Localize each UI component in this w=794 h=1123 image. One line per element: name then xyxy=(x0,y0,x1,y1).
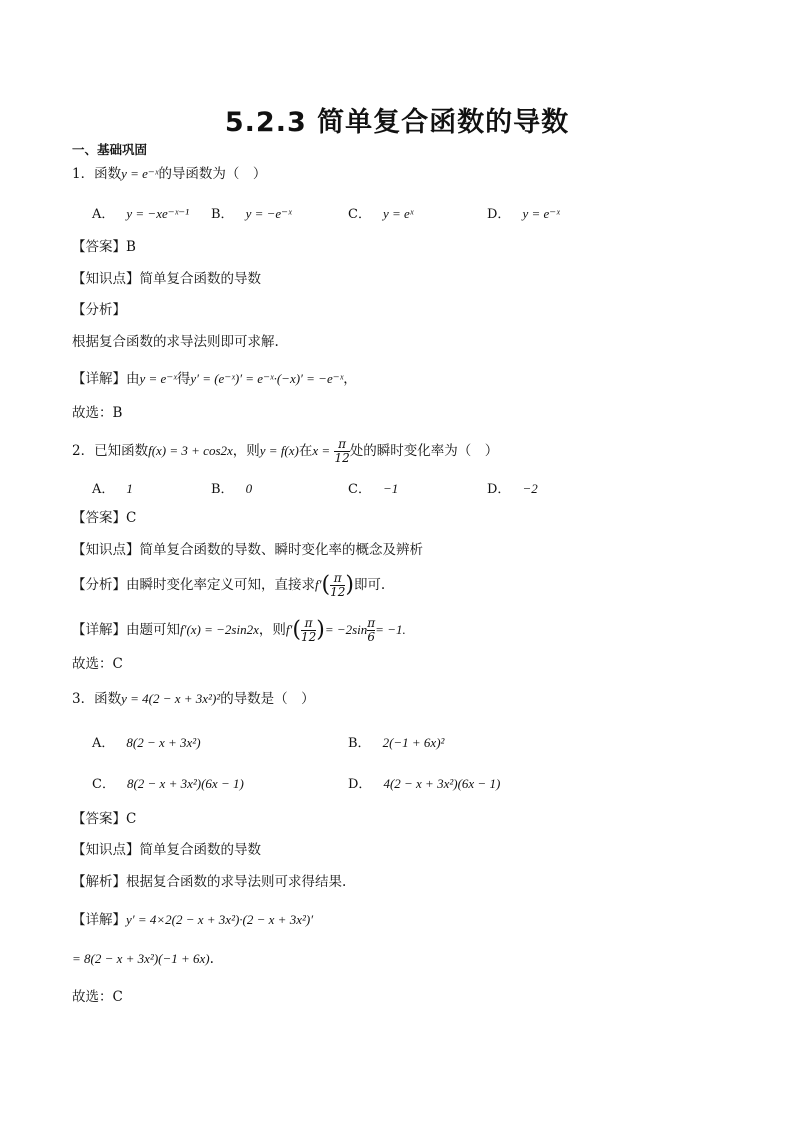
q2-option-c: C． −1 xyxy=(348,481,399,497)
q1-analysis-label: 【分析】 xyxy=(72,302,126,318)
q2-option-d: D． −2 xyxy=(487,481,538,497)
q3-option-d: D． 4(2 − x + 3x²)(6x − 1) xyxy=(348,776,501,792)
q2-knowledge-point: 【知识点】简单复合函数的导数、瞬时变化率的概念及辨析 xyxy=(72,542,423,558)
q3-detail-line2: = 8(2 − x + 3x²)(−1 + 6x). xyxy=(72,951,214,967)
q3-option-c: C． 8(2 − x + 3x²)(6x − 1) xyxy=(92,776,244,792)
q3-analysis: 【解析】根据复合函数的求导法则可求得结果. xyxy=(72,874,347,890)
q1-option-a: A． y = −xe⁻ˣ⁻¹ xyxy=(92,206,190,222)
q2-option-b: B． 0 xyxy=(211,481,253,497)
question-2-stem: 2．已知函数f(x) = 3 + cos2x，则y = f(x)在x = $\frac{\pi}{12}$ 处的瞬时变化率为（ ） xyxy=(72,437,499,465)
q1-analysis-text: 根据复合函数的求导法则即可求解. xyxy=(72,334,279,350)
question-1-stem: 1．函数y = e⁻ˣ的导函数为（ ） xyxy=(72,166,267,182)
q1-choice: 故选：B xyxy=(72,405,123,421)
q1-option-b: B． y = −e⁻ˣ xyxy=(211,206,292,222)
q1-option-c: C． y = eˣ xyxy=(348,206,414,222)
q1-function-expr: y = e⁻ˣ xyxy=(121,166,159,181)
q2-choice: 故选：C xyxy=(72,656,123,672)
q2-answer: 【答案】C xyxy=(72,510,137,526)
page-title: 5.2.3 简单复合函数的导数 xyxy=(224,107,570,138)
q1-knowledge-point: 【知识点】简单复合函数的导数 xyxy=(72,271,261,287)
q3-answer: 【答案】C xyxy=(72,811,137,827)
q3-option-a: A． 8(2 − x + 3x²) xyxy=(92,735,201,751)
question-3-stem: 3．函数y = 4(2 − x + 3x²)²的导数是（ ） xyxy=(72,691,315,707)
q1-detail: 【详解】由y = e⁻ˣ得y′ = (e⁻ˣ)′ = e⁻ˣ·(−x)′ = −e⁻ˣ， xyxy=(72,371,357,387)
q2-fraction: $\frac{\pi}{12}$ xyxy=(334,437,350,465)
section-heading: 一、基础巩固 xyxy=(72,142,148,157)
q1-answer: 【答案】B xyxy=(72,239,136,255)
q3-choice: 故选：C xyxy=(72,989,123,1005)
q2-detail: 【详解】由题可知f′(x) = −2sin2x，则f′( $\frac{\pi}{12}$ )= −2sin $\frac{\pi}{6}$ = −1. xyxy=(72,616,406,644)
q2-analysis: 【分析】由瞬时变化率定义可知，直接求f′( $\frac{\pi}{12}$ )即可. xyxy=(72,571,386,599)
q3-detail-line1: 【详解】y′ = 4×2(2 − x + 3x²)·(2 − x + 3x²)′ xyxy=(72,912,314,928)
q1-option-d: D． y = e⁻ˣ xyxy=(487,206,560,222)
q2-option-a: A． 1 xyxy=(92,481,133,497)
q3-option-b: B． 2(−1 + 6x)² xyxy=(348,735,445,751)
q3-knowledge-point: 【知识点】简单复合函数的导数 xyxy=(72,842,261,858)
